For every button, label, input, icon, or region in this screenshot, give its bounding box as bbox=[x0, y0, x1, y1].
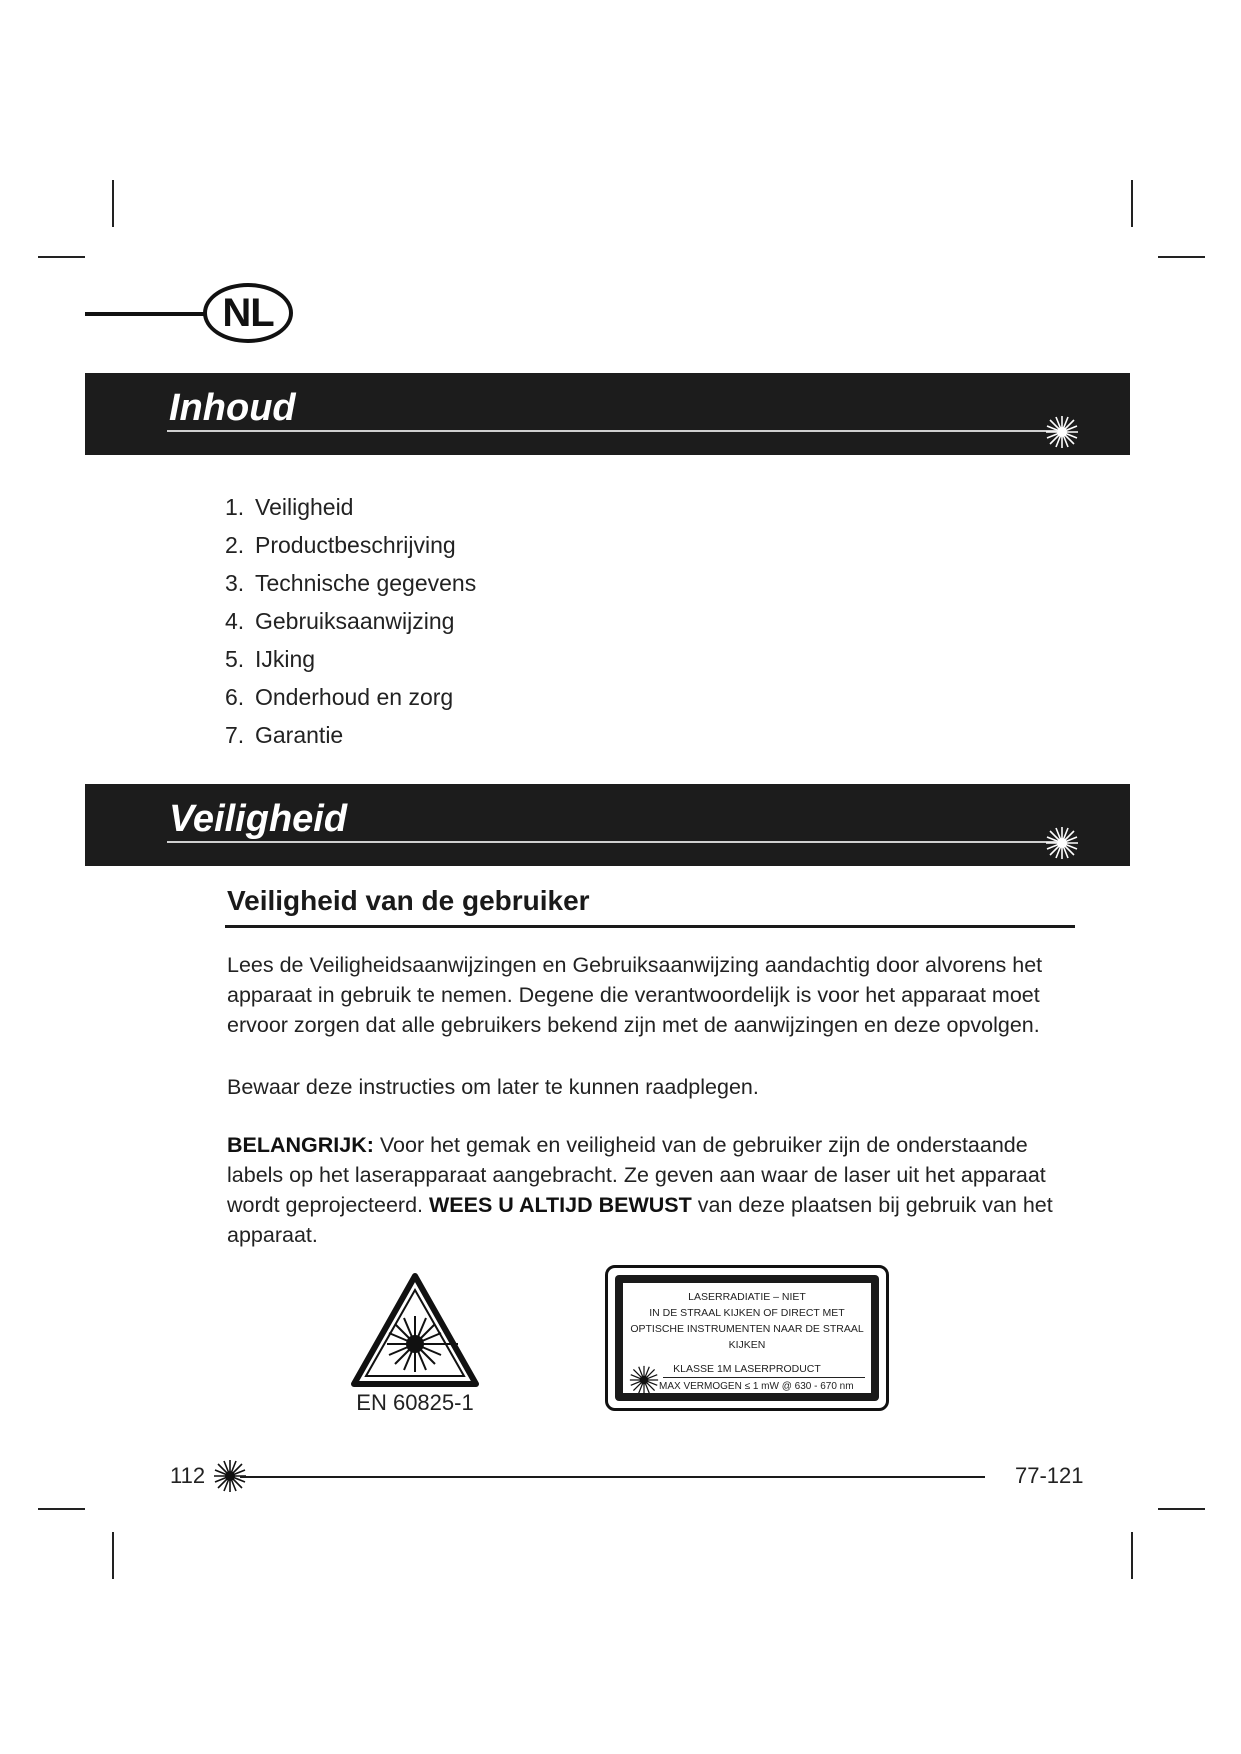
label-max-power: MAX VERMOGEN ≤ 1 mW @ 630 - 670 nm bbox=[659, 1381, 854, 1392]
section-title: Inhoud bbox=[169, 387, 296, 429]
keep-instructions-paragraph: Bewaar deze instructies om later te kunnen raadplegen. bbox=[227, 1075, 759, 1099]
crop-mark bbox=[112, 1532, 114, 1579]
label-line: IN DE STRAAL KIJKEN OF DIRECT MET bbox=[649, 1307, 845, 1319]
aware-text: van deze plaatsen bij gebruik van het apparaat. bbox=[227, 1193, 1053, 1247]
important-text: Voor het gemak en veiligheid van de gebruiker zijn de onderstaande labels op het laserapparaat aangebracht. Ze geven aan waar de laser uit het apparaat wordt geprojecteerd. bbox=[227, 1133, 1046, 1217]
label-line: KIJKEN bbox=[728, 1339, 766, 1351]
important-label: BELANGRIJK: bbox=[227, 1133, 374, 1157]
crop-mark bbox=[1131, 1532, 1133, 1579]
toc-item: 7. Garantie bbox=[225, 722, 344, 748]
document-code: 77-121 bbox=[1015, 1463, 1084, 1488]
toc-item: 3. Technische gegevens bbox=[225, 570, 477, 596]
language-badge-line bbox=[85, 312, 205, 316]
section-header-contents bbox=[85, 373, 1130, 455]
footer-rule bbox=[240, 1476, 985, 1478]
laser-star-icon bbox=[1045, 826, 1079, 860]
laser-star-icon bbox=[1045, 415, 1079, 449]
toc-item: 2. Productbeschrijving bbox=[225, 532, 456, 558]
toc-item: 6. Onderhoud en zorg bbox=[225, 684, 454, 710]
crop-mark bbox=[1158, 256, 1205, 258]
section-title-rule bbox=[167, 841, 1057, 843]
toc-item: 5. IJking bbox=[225, 646, 316, 672]
intro-paragraph: Lees de Veiligheidsaanwijzingen en Gebruiksaanwijzing aandachtig door alvorens het apparaat in gebruik te nemen. Degene die verantwoordelijk is voor het apparaat moet ervoor zorgen dat alle gebruikers bekend zijn met de aanwijzingen en deze opvolgen. bbox=[227, 953, 1043, 1037]
crop-mark bbox=[1131, 180, 1133, 227]
aware-label: WEES U ALTIJD BEWUST bbox=[428, 1193, 692, 1217]
laser-star-icon bbox=[629, 1365, 659, 1395]
toc-item: 4. Gebruiksaanwijzing bbox=[225, 608, 455, 634]
subsection-heading: Veiligheid van de gebruiker bbox=[227, 885, 590, 916]
crop-mark bbox=[38, 256, 85, 258]
language-badge: NL bbox=[203, 283, 293, 343]
label-class: KLASSE 1M LASERPRODUCT bbox=[673, 1363, 821, 1375]
subsection-rule bbox=[225, 925, 1075, 928]
page-number: 112 bbox=[170, 1463, 206, 1488]
crop-mark bbox=[1158, 1508, 1205, 1510]
section-title: Veiligheid bbox=[169, 798, 348, 840]
laser-classification-label bbox=[605, 1265, 889, 1411]
toc-item: 1. Veiligheid bbox=[225, 494, 354, 520]
crop-mark bbox=[112, 180, 114, 227]
important-paragraph bbox=[227, 1130, 1082, 1250]
laser-warning-icon bbox=[350, 1272, 480, 1388]
label-line: LASERRADIATIE – NIET bbox=[688, 1291, 806, 1303]
warning-caption: EN 60825-1 bbox=[356, 1390, 474, 1415]
label-line: OPTISCHE INSTRUMENTEN NAAR DE STRAAL bbox=[630, 1323, 864, 1335]
section-header-safety bbox=[85, 784, 1130, 866]
crop-mark bbox=[38, 1508, 85, 1510]
table-of-contents bbox=[225, 488, 476, 754]
section-title-rule bbox=[167, 430, 1057, 432]
